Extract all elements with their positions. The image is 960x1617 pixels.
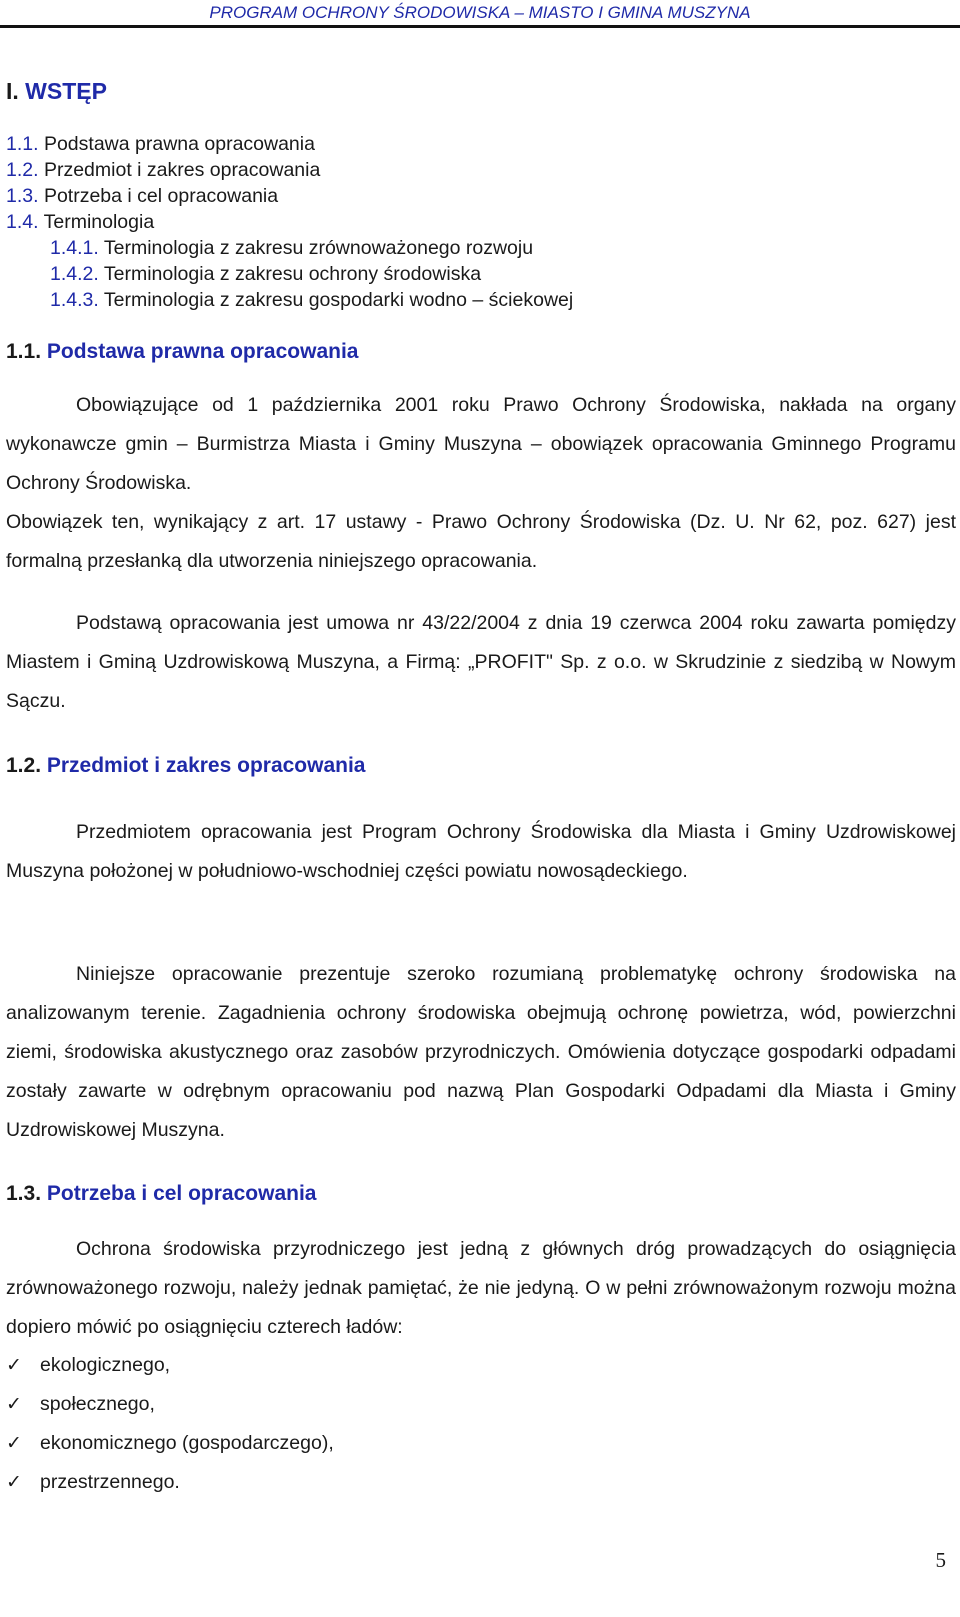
checklist-item	[6, 1385, 155, 1424]
checkmark-icon: ✓	[6, 1432, 22, 1454]
toc-item-number: 1.3.	[6, 185, 39, 207]
section-title: Przedmiot i zakres opracowania	[46, 754, 366, 777]
header-rule	[0, 25, 960, 28]
chapter-heading	[6, 78, 107, 105]
checklist-text: przestrzennego.	[40, 1471, 180, 1493]
section-title: Podstawa prawna opracowania	[46, 340, 359, 363]
paragraph	[6, 386, 956, 503]
page-number: 5	[935, 1548, 946, 1572]
checklist-item	[6, 1424, 334, 1463]
paragraph-text: Obowiązujące od 1 października 2001 roku Prawo Ochrony Środowiska, nakłada na organy wykonawcze gmin – Burmistrza Miasta i Gminy Muszyna – obowiązek opracowania Gminnego Programu Ochrony Środowiska.	[6, 394, 956, 494]
checklist-text: ekonomicznego (gospodarczego),	[40, 1432, 334, 1454]
toc-item-number: 1.2.	[6, 159, 39, 181]
toc-item-title: Terminologia z zakresu gospodarki wodno – ściekowej	[103, 289, 574, 311]
toc-subitem	[50, 261, 481, 287]
chapter-title: WSTĘP	[25, 78, 107, 104]
chapter-number: I.	[6, 78, 19, 104]
checklist-item	[6, 1463, 180, 1502]
paragraph-text: Przedmiotem opracowania jest Program Ochrony Środowiska dla Miasta i Gminy Uzdrowiskowej Muszyna położonej w południowo-wschodniej części powiatu nowosądeckiego.	[6, 821, 956, 882]
toc-item-title: Terminologia	[43, 211, 155, 233]
checklist-text: ekologicznego,	[40, 1354, 171, 1376]
section-number: 1.3.	[6, 1182, 42, 1205]
toc-item	[6, 183, 278, 209]
toc-item	[6, 131, 315, 157]
paragraph-text: Podstawą opracowania jest umowa nr 43/22/2004 z dnia 19 czerwca 2004 roku zawarta pomiędzy Miastem i Gminą Uzdrowiskową Muszyna, a Firmą: „PROFIT" Sp. z o.o. w Skrudzinie z siedzibą w Nowym Sączu.	[6, 612, 956, 712]
toc-subitem	[50, 235, 533, 261]
checkmark-icon: ✓	[6, 1471, 22, 1493]
checklist-text: społecznego,	[40, 1393, 155, 1415]
toc-item-title: Terminologia z zakresu ochrony środowiska	[103, 263, 482, 285]
paragraph-text: Ochrona środowiska przyrodniczego jest jedną z głównych dróg prowadzących do osiągnięcia zrównoważonego rozwoju, należy jednak pamiętać, że nie jedyną. O w pełni zrównoważonym rozwoju można dopiero mówić po osiągnięciu czterech ładów:	[6, 1238, 956, 1338]
toc-item-title: Potrzeba i cel opracowania	[43, 185, 279, 207]
section-number: 1.1.	[6, 340, 42, 363]
checkmark-icon: ✓	[6, 1354, 22, 1376]
section-heading-1-2	[6, 754, 365, 778]
toc-item-title: Przedmiot i zakres opracowania	[43, 159, 321, 181]
toc-item-number: 1.4.2.	[50, 263, 99, 285]
toc-item-number: 1.4.3.	[50, 289, 99, 311]
section-heading-1-1	[6, 340, 358, 364]
paragraph-text: Obowiązek ten, wynikający z art. 17 ustawy - Prawo Ochrony Środowiska (Dz. U. Nr 62, poz. 627) jest formalną przesłanką dla utworzenia niniejszego opracowania.	[6, 511, 956, 572]
toc-item-number: 1.4.1.	[50, 237, 99, 259]
toc-item	[6, 209, 154, 235]
paragraph	[6, 813, 956, 891]
section-number: 1.2.	[6, 754, 42, 777]
toc-item-title: Terminologia z zakresu zrównoważonego rozwoju	[103, 237, 534, 259]
section-heading-1-3	[6, 1182, 316, 1206]
paragraph-text: Niniejsze opracowanie prezentuje szeroko rozumianą problematykę ochrony środowiska na analizowanym terenie. Zagadnienia ochrony środowiska obejmują ochronę powietrza, wód, powierzchni ziemi, środowiska akustycznego oraz zasobów przyrodniczych. Omówienia dotyczące gospodarki odpadami zostały zawarte w odrębnym opracowaniu pod nazwą Plan Gospodarki Odpadami dla Miasta i Gminy Uzdrowiskowej Muszyna.	[6, 963, 956, 1141]
paragraph	[6, 604, 956, 721]
paragraph	[6, 503, 956, 581]
checkmark-icon: ✓	[6, 1393, 22, 1415]
toc-subitem	[50, 287, 573, 313]
paragraph	[6, 955, 956, 1150]
running-header: PROGRAM OCHRONY ŚRODOWISKA – MIASTO I GMINA MUSZYNA	[209, 3, 751, 22]
checklist-item	[6, 1346, 170, 1385]
toc-item-title: Podstawa prawna opracowania	[43, 133, 315, 155]
toc-item-number: 1.4.	[6, 211, 39, 233]
toc-item	[6, 157, 320, 183]
section-title: Potrzeba i cel opracowania	[46, 1182, 317, 1205]
paragraph	[6, 1230, 956, 1347]
toc-item-number: 1.1.	[6, 133, 39, 155]
